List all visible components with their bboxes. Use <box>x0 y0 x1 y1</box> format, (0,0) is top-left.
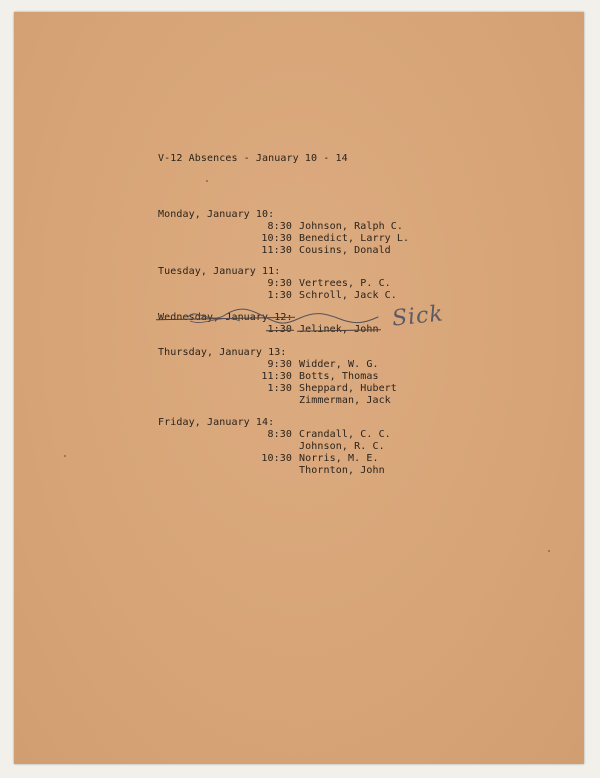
entry-name: Cousins, Donald <box>299 245 391 256</box>
entry-name: Schroll, Jack C. <box>299 290 397 301</box>
entry-time: 8:30 <box>267 429 292 440</box>
entry-name: Sheppard, Hubert <box>299 383 397 394</box>
paper-speck <box>548 550 550 552</box>
entry-name: Botts, Thomas <box>299 371 379 382</box>
entry-name: Norris, M. E. <box>299 453 379 464</box>
entry-name: Johnson, Ralph C. <box>299 221 404 232</box>
entry-time: 9:30 <box>267 278 292 289</box>
entry-name: Crandall, C. C. <box>299 429 391 440</box>
entry-time: 9:30 <box>267 359 292 370</box>
entry-time: 1:30 <box>267 383 292 394</box>
entry-name: Widder, W. G. <box>299 359 379 370</box>
entry-time <box>252 324 292 336</box>
day-heading-tuesday: Tuesday, January 11: <box>158 266 281 277</box>
day-heading-friday: Friday, January 14: <box>158 417 275 428</box>
entry-time: 11:30 <box>261 371 292 382</box>
day-heading-wednesday <box>158 312 293 324</box>
entry-time: 11:30 <box>261 245 292 256</box>
entry-time: 1:30 <box>267 290 292 301</box>
struck-text: Wednesday, January 12: <box>158 312 293 323</box>
entry-name: Vertrees, P. C. <box>299 278 391 289</box>
handwritten-annotation: Sick <box>390 301 445 332</box>
entry-name: Zimmerman, Jack <box>299 395 391 406</box>
paper-speck <box>206 180 208 182</box>
entry-name: Johnson, R. C. <box>299 441 385 452</box>
paper-speck <box>64 455 66 457</box>
struck-text: 1:30 <box>267 324 292 335</box>
document-title: V-12 Absences - January 10 - 14 <box>158 153 348 164</box>
day-heading-monday: Monday, January 10: <box>158 209 275 220</box>
entry-name: Thornton, John <box>299 465 385 476</box>
entry-time: 10:30 <box>261 233 292 244</box>
entry-name <box>299 324 379 336</box>
entry-time: 8:30 <box>267 221 292 232</box>
entry-name: Benedict, Larry L. <box>299 233 410 244</box>
day-heading-thursday: Thursday, January 13: <box>158 347 287 358</box>
entry-time: 10:30 <box>261 453 292 464</box>
struck-text: Jelinek, John <box>299 324 379 335</box>
